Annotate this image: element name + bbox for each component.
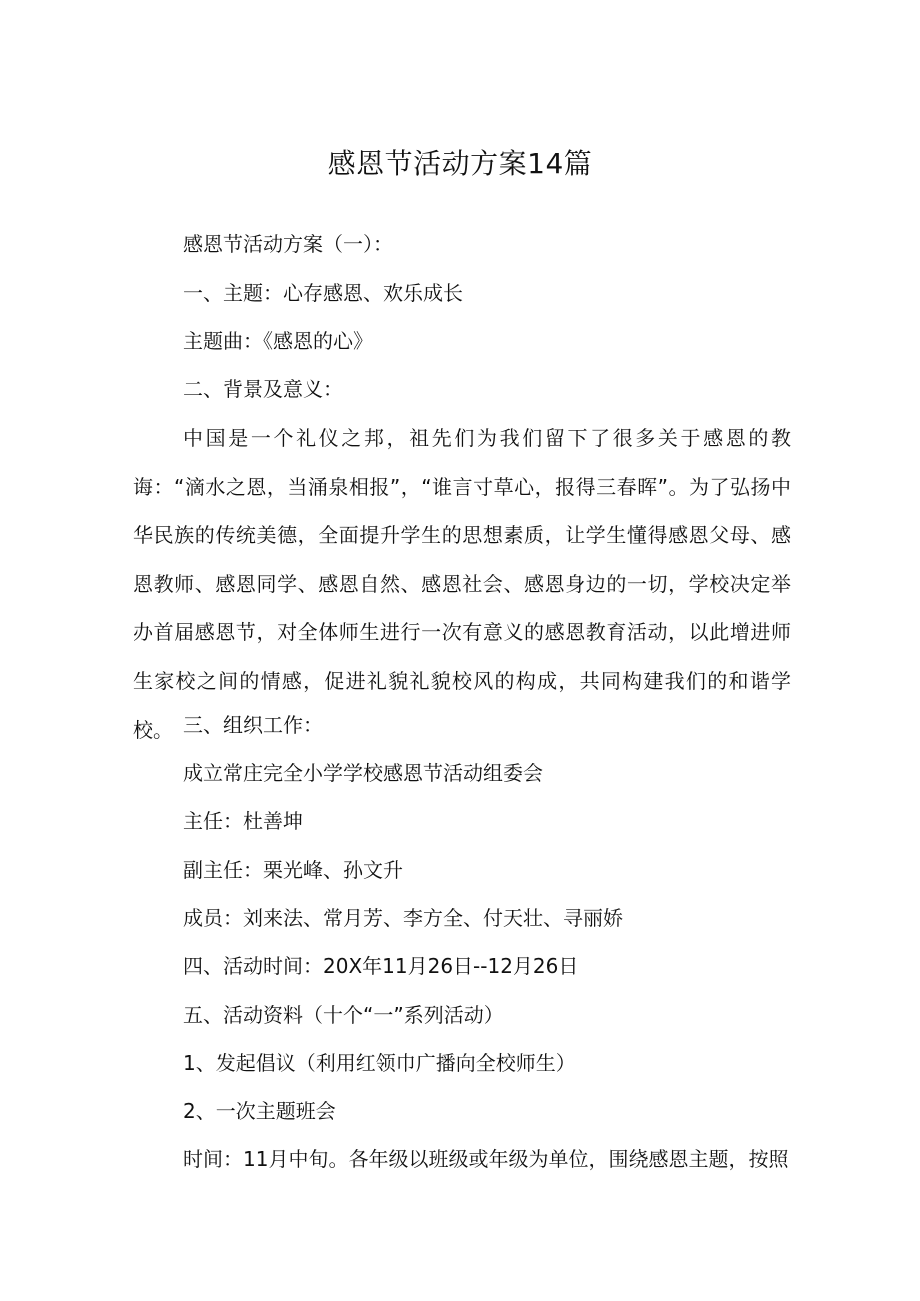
director-line: 主任：杜善坤 xyxy=(183,809,303,833)
item-two-line: 2、一次主题班会 xyxy=(183,1099,336,1123)
theme-line: 一、主题：心存感恩、欢乐成长 xyxy=(183,281,463,305)
deputy-director-line: 副主任：栗光峰、孙文升 xyxy=(183,858,403,882)
activity-time-line: 四、活动时间：20X年11月26日--12月26日 xyxy=(183,954,579,978)
time-detail-line: 时间：11月中旬。各年级以班级或年级为单位，围绕感恩主题，按照 xyxy=(183,1147,789,1171)
theme-song-line: 主题曲：《感恩的心》 xyxy=(183,329,373,353)
background-paragraph: 中国是一个礼仪之邦，祖先们为我们留下了很多关于感恩的教诲：“滴水之恩，当涌泉相报”，“谁言寸草心，报得三春晖”。为了弘扬中华民族的传统美德，全面提升学生的思想素质，让学生懂得感恩父母、感恩教师、感恩同学、感恩自然、感恩社会、感恩身边的一切，学校决定举办首届感恩节，对全体师生进行一次有意义的感恩教育活动，以此增进师生家校之间的情感，促进礼貌礼貌校风的构成，共同构建我们的和谐学校。 xyxy=(133,426,791,742)
committee-line: 成立常庄完全小学学校感恩节活动组委会 xyxy=(183,761,543,785)
background-heading: 二、背景及意义： xyxy=(183,377,343,401)
document-title: 感恩节活动方案14篇 xyxy=(327,147,593,180)
item-one-line: 1、发起倡议（利用红领巾广播向全校师生） xyxy=(183,1051,576,1075)
section-heading-plan-one: 感恩节活动方案（一）： xyxy=(183,232,393,256)
organization-heading: 三、组织工作： xyxy=(183,713,323,737)
activity-content-heading: 五、活动资料（十个“一”系列活动） xyxy=(183,1003,504,1027)
members-line: 成员：刘来法、常月芳、李方全、付天壮、寻丽娇 xyxy=(183,906,623,930)
